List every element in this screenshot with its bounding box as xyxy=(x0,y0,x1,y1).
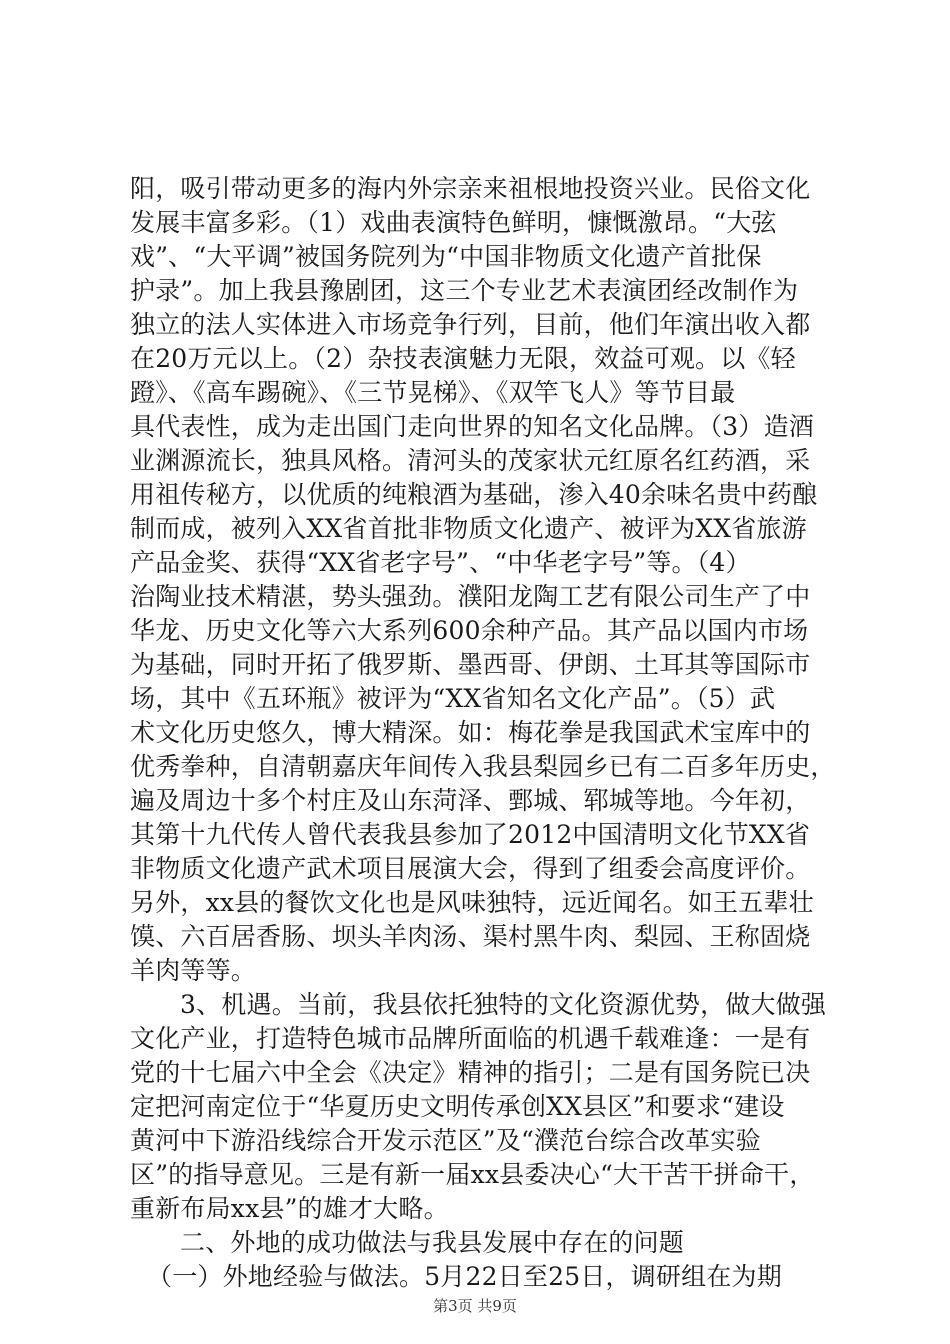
section-heading: 二、外地的成功做法与我县发展中存在的问题 xyxy=(180,1228,685,1257)
text-line: 场，其中《五环瓶》被评为“XX省知名文化产品”。（5）武 xyxy=(130,684,776,713)
text-line: 制而成，被列入XX省首批非物质文化遗产、被评为XX省旅游 xyxy=(130,514,807,543)
text-line: 阳，吸引带动更多的海内外宗亲来祖根地投资兴业。民俗文化 xyxy=(130,174,811,203)
text-line: 优秀拳种，自清朝嘉庆年间传入我县梨园乡已有二百多年历史， xyxy=(130,752,836,781)
text-line: 另外，xx县的餐饮文化也是风味独特，远近闻名。如王五辈壮 xyxy=(130,888,814,917)
text-line: 遍及周边十多个村庄及山东菏泽、鄄城、郓城等地。今年初， xyxy=(130,786,811,815)
text-line: 在20万元以上。（2）杂技表演魅力无限，效益可观。以《轻 xyxy=(130,344,796,373)
text-line: 羊肉等等。 xyxy=(130,956,257,985)
text-line: 业渊源流长，独具风格。清河头的茂家状元红原名红药酒，采 xyxy=(130,446,811,475)
text-line: 用祖传秘方，以优质的纯粮酒为基础，渗入40余味名贵中药酿 xyxy=(130,480,818,509)
text-line: 定把河南定位于“华夏历史文明传承创XX县区”和要求“建设 xyxy=(130,1092,785,1121)
paragraph-start-line: 3、机遇。当前，我县依托独特的文化资源优势，做大做强 xyxy=(180,990,827,1019)
text-line: 护录”。加上我县豫剧团，这三个专业艺术表演团经改制作为 xyxy=(130,276,799,305)
text-line: 发展丰富多彩。（1）戏曲表演特色鲜明，慷慨激昂。“大弦 xyxy=(130,208,777,237)
text-line: 独立的法人实体进入市场竞争行列，目前，他们年演出收入都 xyxy=(130,310,811,339)
text-line: 蹬》、《高车踢碗》、《三节晃梯》、《双竿飞人》等节目最 xyxy=(130,378,736,407)
text-line: 黄河中下游沿线综合开发示范区”及“濮范台综合改革实验 xyxy=(130,1126,761,1155)
text-line: 非物质文化遗产武术项目展演大会，得到了组委会高度评价。 xyxy=(130,854,811,883)
paragraph-start-line: （一）外地经验与做法。5月22日至25日，调研组在为期 xyxy=(147,1262,782,1291)
text-line: 术文化历史悠久，博大精深。如：梅花拳是我国武术宝库中的 xyxy=(130,718,811,747)
text-line: 馍、六百居香肠、坝头羊肉汤、渠村黑牛肉、梨园、王称固烧 xyxy=(130,922,811,951)
text-line: 重新布局xx县”的雄才大略。 xyxy=(130,1194,449,1223)
text-line: 戏”、“大平调”被国务院列为“中国非物质文化遗产首批保 xyxy=(130,242,762,271)
text-line: 治陶业技术精湛，势头强劲。濮阳龙陶工艺有限公司生产了中 xyxy=(130,582,811,611)
text-line: 文化产业，打造特色城市品牌所面临的机遇千载难逢：一是有 xyxy=(130,1024,811,1053)
text-line: 产品金奖、获得“XX省老字号”、“中华老字号”等。（4） xyxy=(130,548,751,577)
text-line: 为基础，同时开拓了俄罗斯、墨西哥、伊朗、土耳其等国际市 xyxy=(130,650,811,679)
text-line: 区”的指导意见。三是有新一届xx县委决心“大干苦干拼命干， xyxy=(130,1160,815,1189)
text-line: 华龙、历史文化等六大系列600余种产品。其产品以国内市场 xyxy=(130,616,809,645)
text-line: 具代表性，成为走出国门走向世界的知名文化品牌。（3）造酒 xyxy=(130,412,815,441)
text-line: 党的十七届六中全会《决定》精神的指引；二是有国务院已决 xyxy=(130,1058,811,1087)
text-line: 其第十九代传人曾代表我县参加了2012中国清明文化节XX省 xyxy=(130,820,811,849)
body-text xyxy=(130,172,836,1294)
page-number-footer: 第3页 共9页 xyxy=(433,1297,517,1315)
